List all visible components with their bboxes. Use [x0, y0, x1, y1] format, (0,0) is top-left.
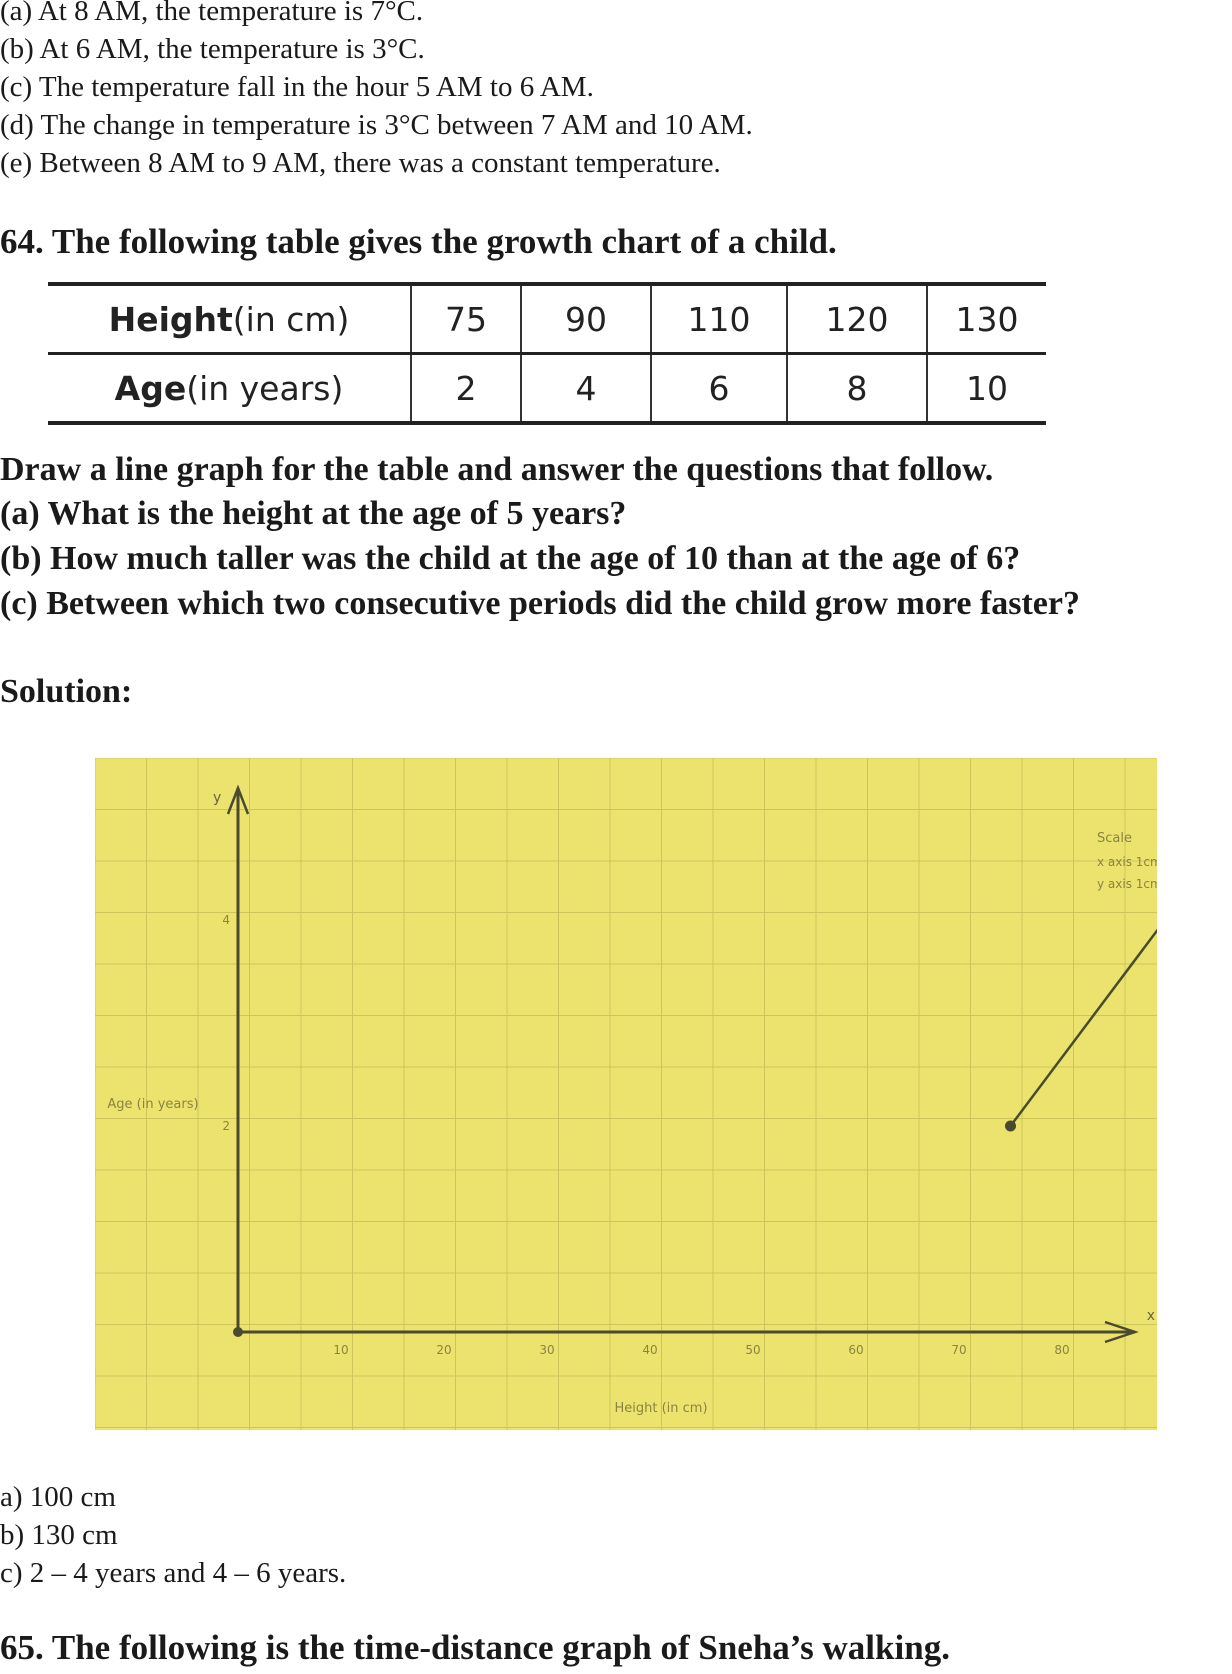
x-tick-label: 70: [951, 1343, 967, 1357]
table-cell: 90: [522, 286, 652, 352]
origin-point: [233, 1327, 243, 1337]
question-65-title: 65. The following is the time-distance graph of Sneha’s walking.: [0, 1628, 950, 1667]
table-cell: 75: [412, 286, 522, 352]
x-tick-label: 40: [642, 1343, 658, 1357]
question-64-title: 64. The following table gives the growth chart of a child.: [0, 222, 837, 261]
x-axis-letter: x: [1146, 1308, 1155, 1324]
option-d: (d) The change in temperature is 3°C between 7 AM and 10 AM.: [0, 109, 753, 141]
table-cell: 10: [966, 368, 1008, 408]
row-header-unit: (in years): [186, 368, 344, 408]
answer-b: b) 130 cm: [0, 1519, 118, 1551]
question-c: (c) Between which two consecutive periods did the child grow more faster?: [0, 585, 1080, 622]
option-b: (b) At 6 AM, the temperature is 3°C.: [0, 33, 425, 65]
instruction-text: Draw a line graph for the table and answer the questions that follow.: [0, 451, 994, 488]
table-cell: 8: [788, 355, 928, 421]
x-tick-label: 10: [333, 1343, 349, 1357]
question-a: (a) What is the height at the age of 5 years?: [0, 495, 627, 532]
graph-background: [95, 758, 1157, 1430]
y-axis-letter: y: [213, 790, 222, 806]
solution-label: Solution:: [0, 673, 133, 710]
growth-table: [48, 282, 1046, 425]
scale-note-x: x axis 1cm: [1097, 855, 1157, 869]
table-cell: 6: [652, 355, 788, 421]
option-c: (c) The temperature fall in the hour 5 AM to 6 AM.: [0, 71, 594, 103]
x-tick-label: 60: [848, 1343, 864, 1357]
x-tick-label: 50: [745, 1343, 761, 1357]
table-row-age: [48, 355, 1046, 421]
x-axis-label: Height (in cm): [614, 1401, 708, 1416]
x-tick-label: 30: [539, 1343, 555, 1357]
row-header-main: Height: [108, 299, 233, 339]
y-tick-label: 2: [222, 1119, 230, 1133]
option-a: (a) At 8 AM, the temperature is 7°C.: [0, 0, 424, 27]
y-axis-label: Age (in years): [107, 1097, 199, 1112]
x-tick-label: 80: [1054, 1343, 1070, 1357]
line-graph: [95, 758, 1157, 1430]
table-cell: 120: [788, 286, 928, 352]
table-cell: 130: [955, 299, 1019, 339]
table-row-height: [48, 286, 1046, 352]
row-header-unit: (in cm): [232, 299, 350, 339]
table-cell: 4: [522, 355, 652, 421]
scale-note-y: y axis 1cm: [1097, 877, 1157, 891]
scale-note-title: Scale: [1097, 831, 1132, 846]
table-bottom-rule: [48, 421, 1046, 425]
data-point: [1005, 1121, 1016, 1132]
x-tick-label: 20: [436, 1343, 452, 1357]
row-header-height: [48, 286, 412, 352]
table-cell: 2: [412, 355, 522, 421]
option-e: (e) Between 8 AM to 9 AM, there was a constant temperature.: [0, 147, 721, 179]
table-cell: 110: [652, 286, 788, 352]
y-tick-label: 4: [222, 913, 230, 927]
row-header-main: Age: [114, 368, 187, 408]
answer-c: c) 2 – 4 years and 4 – 6 years.: [0, 1557, 347, 1589]
row-header-age: [48, 355, 412, 421]
question-b: (b) How much taller was the child at the age of 10 than at the age of 6?: [0, 540, 1021, 577]
line-graph-svg: [95, 758, 1157, 1430]
answer-a: a) 100 cm: [0, 1481, 116, 1513]
